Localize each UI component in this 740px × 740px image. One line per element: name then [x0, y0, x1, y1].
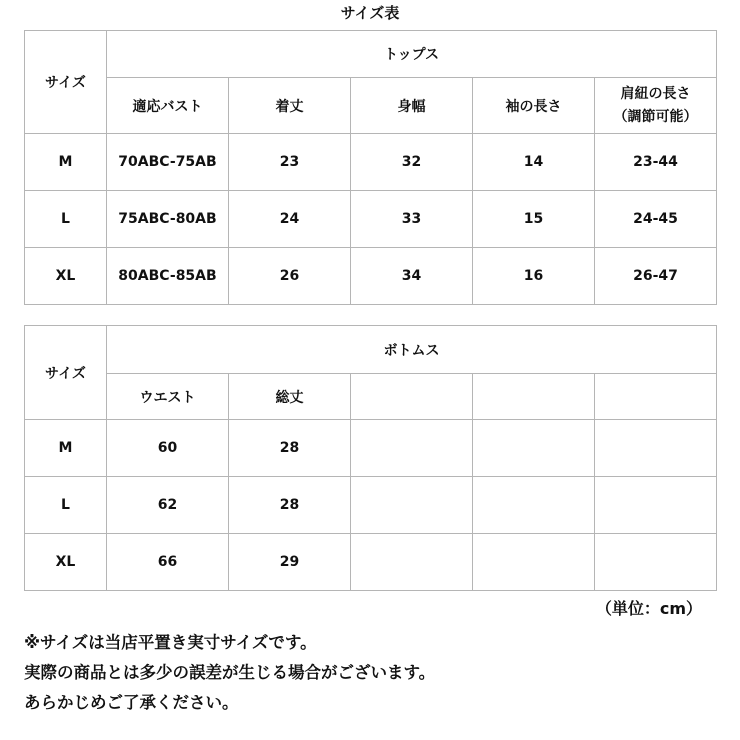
table-cell	[595, 420, 717, 477]
bottoms-col-empty	[595, 374, 717, 420]
table-cell	[473, 420, 595, 477]
table-cell: 80ABC-85AB	[107, 248, 229, 305]
table-cell: 23	[229, 134, 351, 191]
tops-col-strap	[595, 78, 717, 134]
table-cell: 60	[107, 420, 229, 477]
table-row	[25, 477, 717, 534]
note-line: ※サイズは当店平置き実寸サイズです。	[24, 633, 317, 652]
table-cell	[473, 477, 595, 534]
table-cell	[473, 534, 595, 591]
size-label: M	[25, 420, 107, 477]
size-label: L	[25, 477, 107, 534]
tops-size-header: サイズ	[25, 31, 107, 134]
table-cell: 62	[107, 477, 229, 534]
table-cell: 16	[473, 248, 595, 305]
tops-col-width: 身幅	[351, 78, 473, 134]
bottoms-col-length: 総丈	[229, 374, 351, 420]
table-cell: 32	[351, 134, 473, 191]
table-cell: 29	[229, 534, 351, 591]
table-cell: 66	[107, 534, 229, 591]
tops-col-strap-line1: 肩紐の長さ	[620, 85, 691, 102]
table-cell	[595, 477, 717, 534]
tops-col-sleeve: 袖の長さ	[473, 78, 595, 134]
table-cell: 28	[229, 477, 351, 534]
size-label: XL	[25, 534, 107, 591]
table-cell	[595, 534, 717, 591]
tops-col-length: 着丈	[229, 78, 351, 134]
table-row	[25, 191, 717, 248]
table-cell: 23-44	[595, 134, 717, 191]
table-cell: 15	[473, 191, 595, 248]
bottoms-size-table	[24, 325, 717, 591]
size-label: M	[25, 134, 107, 191]
note-line: 実際の商品とは多少の誤差が生じる場合がございます。	[24, 663, 436, 682]
table-cell: 70ABC-75AB	[107, 134, 229, 191]
note-line: あらかじめご了承ください。	[24, 693, 239, 712]
table-cell: 26-47	[595, 248, 717, 305]
bottoms-size-header: サイズ	[25, 326, 107, 420]
table-cell	[351, 420, 473, 477]
table-row	[25, 248, 717, 305]
size-label: XL	[25, 248, 107, 305]
table-cell	[351, 534, 473, 591]
unit-note: （単位：cm）	[595, 599, 702, 618]
table-cell: 24	[229, 191, 351, 248]
tops-col-bust: 適応バスト	[107, 78, 229, 134]
table-cell: 34	[351, 248, 473, 305]
page-title: サイズ表	[340, 4, 400, 22]
table-cell: 26	[229, 248, 351, 305]
table-row	[25, 420, 717, 477]
tops-col-strap-line2: （調節可能）	[613, 108, 698, 125]
bottoms-col-empty	[473, 374, 595, 420]
table-cell: 14	[473, 134, 595, 191]
tops-group-header: トップス	[107, 31, 717, 78]
tops-size-table	[24, 30, 717, 305]
table-cell: 75ABC-80AB	[107, 191, 229, 248]
bottoms-col-waist: ウエスト	[107, 374, 229, 420]
table-row	[25, 534, 717, 591]
table-cell: 24-45	[595, 191, 717, 248]
table-cell: 28	[229, 420, 351, 477]
table-row	[25, 134, 717, 191]
notes	[24, 628, 435, 718]
table-cell	[351, 477, 473, 534]
bottoms-group-header: ボトムス	[107, 326, 717, 374]
size-label: L	[25, 191, 107, 248]
bottoms-col-empty	[351, 374, 473, 420]
table-cell: 33	[351, 191, 473, 248]
